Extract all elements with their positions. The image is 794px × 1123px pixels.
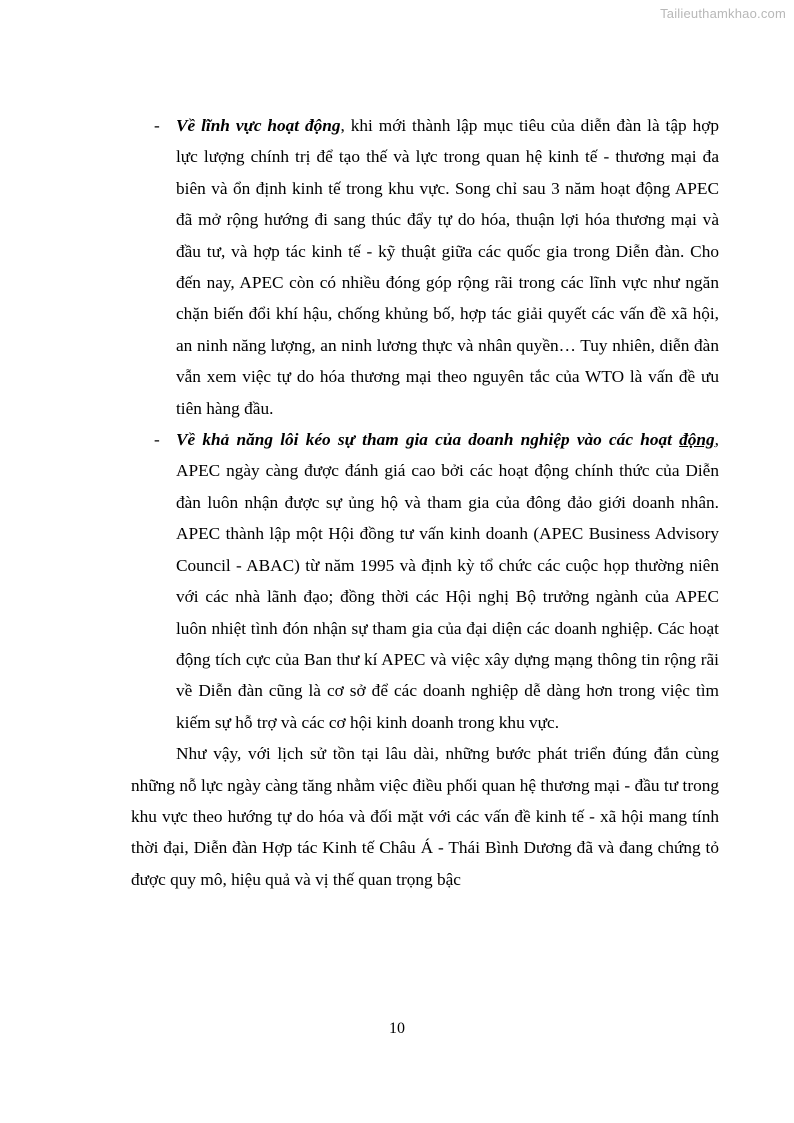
bullet-lead-text [176, 430, 715, 449]
conclusion-paragraph: Như vậy, với lịch sử tồn tại lâu dài, những bước phát triển đúng đắn cùng những nỗ lực ngày càng tăng nhằm việc điều phối quan hệ thương mại - đầu tư trong khu vực theo hướng tự do hóa và đối mặt với các vấn đề kinh tế - xã hội mang tính thời đại, Diễn đàn Hợp tác Kinh tế Châu Á - Thái Bình Dương đã và đang chứng tỏ được quy mô, hiệu quả và vị thế quan trọng bậc [131, 744, 719, 889]
document-body [131, 110, 719, 895]
watermark: Tailieuthamkhao.com [660, 6, 786, 21]
bullet-lead-text: Về lĩnh vực hoạt động [176, 116, 341, 135]
bullet-item-field-of-activity [131, 110, 719, 424]
page-number: 10 [389, 1020, 405, 1037]
bullet-item-business-engagement [131, 424, 719, 738]
bullet-lead-underlined: động [679, 430, 715, 450]
bullet-body-text: , APEC ngày càng được đánh giá cao bởi các hoạt động chính thức của Diễn đàn luôn nhận được sự ủng hộ và tham gia của đông đảo giới doanh nhân. APEC thành lập một Hội đồng tư vấn kinh doanh (APEC Business Advisory Council - ABAC) từ năm 1995 và định kỳ tổ chức các cuộc họp thường niên với các nhà lãnh đạo; đồng thời các Hội nghị Bộ trưởng ngành của APEC luôn nhiệt tình đón nhận sự tham gia của đại diện các doanh nghiệp. Các hoạt động tích cực của Ban thư kí APEC và việc xây dựng mạng thông tin rộng rãi về Diễn đàn cũng là cơ sở để các doanh nghiệp dễ dàng hơn trong việc tìm kiếm sự hỗ trợ và các cơ hội kinh doanh trong khu vực. [176, 430, 719, 732]
bullet-body-text: , khi mới thành lập mục tiêu của diễn đàn là tập hợp lực lượng chính trị để tạo thế và lực trong quan hệ kinh tế - thương mại đa biên và ổn định kinh tế trong khu vực. Song chỉ sau 3 năm hoạt động APEC đã mở rộng hướng đi sang thúc đẩy tự do hóa, thuận lợi hóa thương mại và đầu tư, và hợp tác kinh tế - kỹ thuật giữa các quốc gia trong Diễn đàn. Cho đến nay, APEC còn có nhiều đóng góp rộng rãi trong các lĩnh vực như ngăn chặn biến đổi khí hậu, chống khủng bố, hợp tác giải quyết các vấn đề xã hội, an ninh năng lượng, an ninh lương thực và nhân quyền… Tuy nhiên, diễn đàn vẫn xem việc tự do hóa thương mại theo nguyên tắc của WTO là vấn đề ưu tiên hàng đầu. [176, 116, 719, 418]
bullet-lead-part: Về khả năng lôi kéo sự tham gia của doanh nghiệp vào các hoạt [176, 430, 680, 450]
bullet-dash: - [154, 116, 160, 135]
bullet-dash: - [154, 430, 160, 450]
